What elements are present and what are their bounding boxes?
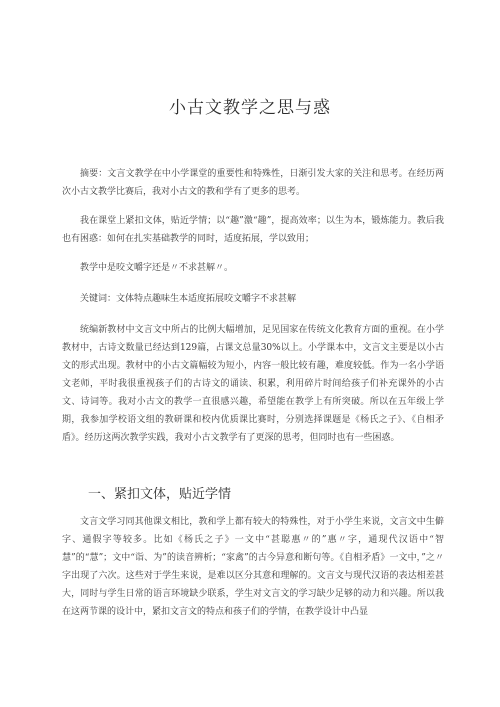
abstract-paragraph: 摘要：文言文教学在中小学课堂的重要性和特殊性，日渐引发大家的关注和思考。在经历两次小古文教学比赛后，我对小古文的教和学有了更多的思考。 [62,169,444,197]
document-title: 小古文教学之思与惑 [169,98,331,118]
keywords-paragraph: 关键词：文体特点趣味生本适度拓展咬文嚼字不求甚解 [80,294,297,304]
practice-paragraph: 我在课堂上紧扣文体，贴近学情；以“趣”激“趣”，提高效率；以生为本，锻炼能力。教后我也有困惑：如何在扎实基础教学的同时，适度拓展，学以致用； [62,216,444,244]
section-body-paragraph: 文言文学习同其他课文相比，教和学上都有较大的特殊性，对于小学生来说，文言文中生僻字、通假字等较多。比如《杨氏之子》一文中“甚聪惠〃的”惠〃字，通现代汉语中“智慧”的“慧”；文中“诣、为”的读音辨析；“家禽”的古今异意和断句等。《自相矛盾》一文中，”之〃字出现了六次。这些对于学生来说，是难以区分其意和理解的。文言文与现代汉语的表达相差甚大，同时与学生日常的语言环境缺少联系，学生对文言文的学习缺少足够的动力和兴趣。所以我在这两节课的设计中，紧扣文言文的特点和孩子们的学情，在教学设计中凸显 [62,517,444,617]
section-heading: 一、紧扣文体，贴近学情 [88,487,232,502]
question-paragraph: 教学中是咬文嚼字还是〃不求甚解〃。 [80,263,234,273]
intro-paragraph: 统编新教材中文言文中所占的比例大幅增加，足见国家在传统文化教育方面的重视。在小学教材中，古诗文数量已经达到129篇，占课文总量30%以上。小学课本中，文言文主要是以小古文的形式出现。教材中的小古文篇幅较为短小，内容一般比较有趣，难度较低。作为一名小学语文老师，平时我很重视孩子们的古诗文的诵读、积累，利用碎片时间给孩子们补充课外的小古文、诗词等。我对小古文的教学一直很感兴趣，希望能在教学上有所突破。所以在五年级上学期，我参加学校语文组的教研课和校内优质课比赛时，分别选择课题是《杨氏之子》、《自相矛盾》。经历这两次教学实践，我对小古文教学有了更深的思考，但同时也有一些困惑。 [62,325,444,443]
